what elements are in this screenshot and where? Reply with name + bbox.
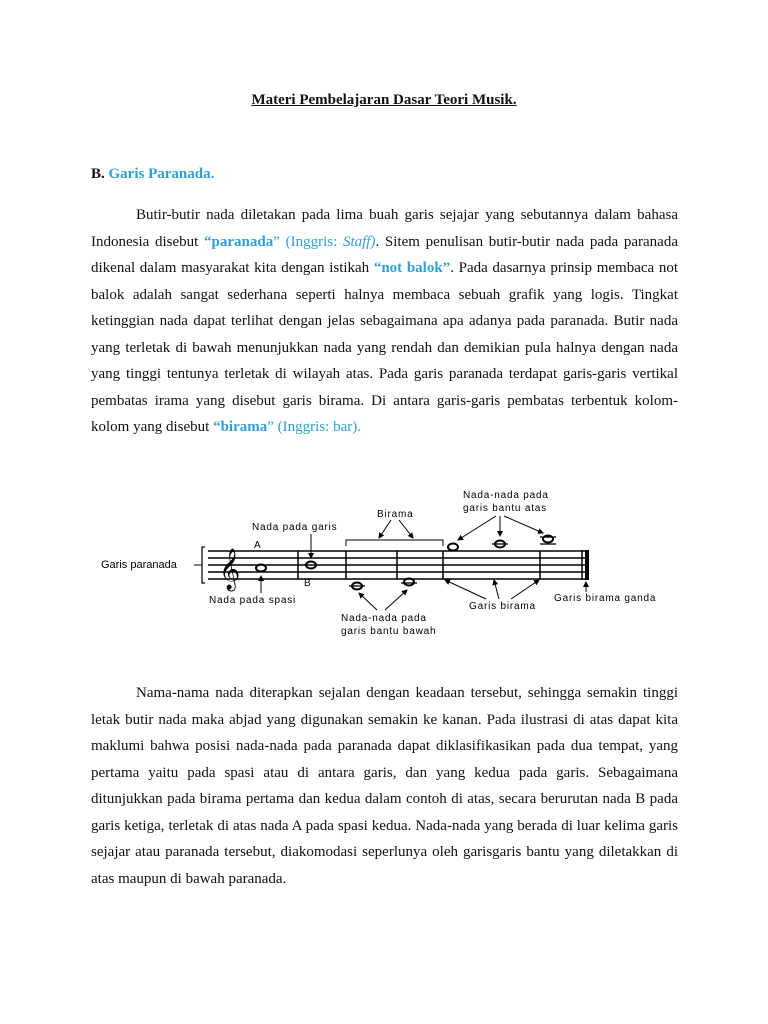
quote-close: ” [267, 419, 278, 435]
section-title: Garis Paranada. [108, 166, 215, 182]
label-double-barline: Garis birama ganda [554, 593, 657, 604]
label-ledger-below-line1: Nada-nada pada [341, 613, 427, 624]
label-note-a: A [254, 540, 261, 551]
english-term-staff: Staff) [342, 233, 376, 250]
english-term-prefix: (Inggris: [285, 233, 343, 250]
note-ledger-above-1 [448, 544, 458, 551]
paragraph-text: Nama-nama nada diterapkan sejalan dengan keadaan tersebut, sehingga semakin tinggi letak butir nada maka abjad yang digunakan semakin ke kanan. Pada ilustrasi di atas dapat kita maklumi bahwa posisi nada-nada pada paranada dapat diklasifikasikan pada dua tempat, yang pertama yaitu pada spasi atau di antara garis, dan yang kedua pada garis. Sebagaimana ditunjukkan pada birama pertama dan kedua dalam contoh di atas, secara berurutan nada B pada garis ketiga, terletak di atas nada A pada spasi kedua. Nada-nada yang berada di luar kelima garis sejajar atau paranada tersebut, diakomodasi seperlunya oleh garisgaris bantu yang diletakkan di atas maupun di bawah paranada. [91, 685, 678, 887]
paragraph-text: Butir-butir nada diletakan pada lima buah garis sejajar yang sebutannya dalam bahasa Indonesia disebut [91, 207, 678, 250]
english-term-bar: (Inggris: bar). [277, 419, 361, 435]
section-heading [91, 166, 214, 183]
staff-illustration [91, 462, 678, 667]
label-barline: Garis birama [469, 601, 536, 612]
treble-clef-icon: 𝄞 [219, 548, 241, 589]
label-note-b: B [304, 578, 311, 589]
term-not-balok: “not balok” [373, 260, 451, 276]
label-ledger-above-line1: Nada-nada pada [463, 490, 549, 501]
label-note-in-space: Nada pada spasi [209, 595, 297, 606]
paragraph-note-names [91, 680, 678, 892]
paragraph-text: . Sitem penulisan butir-butir nada pada paranada dikenal dalam masyarakat kita dengan istikah [91, 233, 678, 276]
paragraph-staff-intro [91, 202, 678, 441]
document-title: Materi Pembelajaran Dasar Teori Musik. [251, 92, 517, 108]
label-ledger-above-line2: garis bantu atas [463, 503, 547, 514]
double-barline-thick [585, 550, 589, 580]
label-ledger-below-line2: garis bantu bawah [341, 626, 437, 637]
staff-bracket [202, 547, 205, 583]
label-bar: Birama [377, 509, 414, 520]
label-note-on-line: Nada pada garis [252, 522, 338, 533]
term-paranada: “paranada [204, 233, 274, 250]
paragraph-text: . Pada dasarnya prinsip membaca not balok adalah sangat sederhana seperti halnya membaca sebuah grafik yang logis. Tingkat ketinggian nada dapat terlihat dengan jelas sebagaimana apa adanya pada paranada. Butir nada yang terletak di bawah menunjukkan nada yang rendah dan demikian pula halnya dengan nada yang tinggi tentunya terletak di wilayah atas. Pada garis paranada terdapat garis-garis vertikal pembatas irama yang disebut garis birama. Di antara garis-garis pembatas terbentuk kolom-kolom yang disebut [91, 260, 678, 435]
staff-diagram [91, 462, 678, 667]
section-letter: B. [91, 166, 105, 182]
label-staff: Garis paranada [101, 559, 177, 571]
term-birama: “birama [213, 419, 268, 435]
quote-close: ” [273, 233, 286, 250]
